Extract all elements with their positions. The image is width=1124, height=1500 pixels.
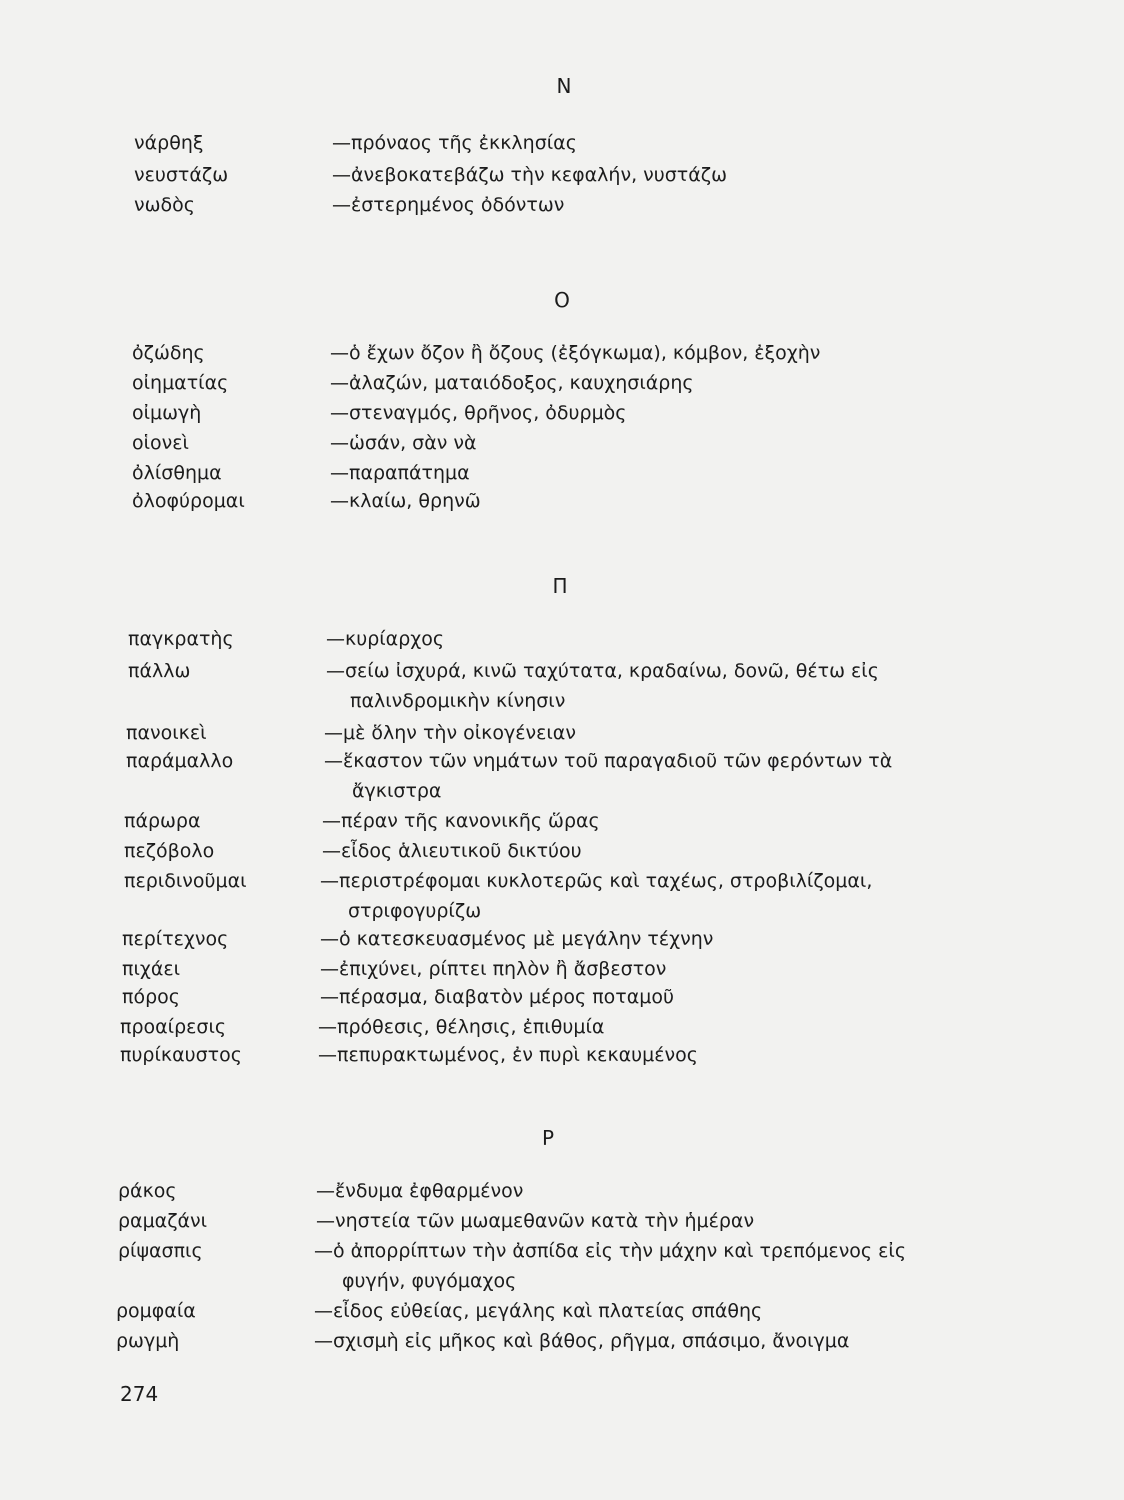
entry-term: νάρθηξ <box>134 132 204 154</box>
page-number: 274 <box>120 1382 159 1406</box>
entry-definition: —ὡσάν, σὰν νὰ <box>330 432 477 454</box>
entry-definition: —πρόναος τῆς ἐκκλησίας <box>332 132 577 154</box>
entry-definition: —σχισμὴ εἰς μῆκος καὶ βάθος, ρῆγμα, σπάσιμο, ἄνοιγμα <box>314 1330 850 1352</box>
entry-definition: —ὁ ἀπορρίπτων τὴν ἀσπίδα εἰς τὴν μάχην καὶ τρεπόμενος εἰς <box>314 1240 906 1262</box>
entry-definition: —πεπυρακτωμένος, ἐν πυρὶ κεκαυμένος <box>318 1044 698 1066</box>
entry-term: οἱονεὶ <box>132 432 189 454</box>
entry-term: νευστάζω <box>134 164 229 186</box>
entry-term: πάρωρα <box>124 810 201 832</box>
entry-definition: —πέραν τῆς κανονικῆς ὥρας <box>322 810 600 832</box>
entry-definition: —εἶδος εὐθείας, μεγάλης καὶ πλατείας σπάθης <box>314 1300 763 1322</box>
entry-definition: —ὁ ἔχων ὄζον ἢ ὄζους (ἐξόγκωμα), κόμβον, ἐξοχὴν <box>330 342 821 364</box>
entry-term: ράκος <box>118 1180 177 1202</box>
section-letter-pi: Π <box>552 574 568 598</box>
entry-term: περίτεχνος <box>122 928 229 950</box>
entry-term: προαίρεσις <box>120 1016 227 1038</box>
entry-definition: —νηστεία τῶν μωαμεθανῶν κατὰ τὴν ἡμέραν <box>316 1210 755 1232</box>
entry-definition: —ἐπιχύνει, ρίπτει πηλὸν ἢ ἄσβεστον <box>320 958 667 980</box>
entry-term: ρομφαία <box>116 1300 196 1322</box>
entry-definition: —περιστρέφομαι κυκλοτερῶς καὶ ταχέως, στροβιλίζομαι, <box>320 870 873 892</box>
entry-definition: —πρόθεσις, θέλησις, ἐπιθυμία <box>318 1016 605 1038</box>
entry-term: παγκρατὴς <box>128 628 234 650</box>
entry-definition: —παραπάτημα <box>330 462 470 484</box>
entry-term: νωδὸς <box>134 194 195 216</box>
entry-term: πυρίκαυστος <box>120 1044 242 1066</box>
entry-term: ὀλοφύρομαι <box>132 490 245 512</box>
entry-term: περιδινοῦμαι <box>124 870 247 892</box>
entry-term: πανοικεὶ <box>126 722 207 744</box>
entry-term: πιχάει <box>122 958 181 980</box>
entry-definition: —κλαίω, θρηνῶ <box>330 490 481 512</box>
entry-definition-continuation: στριφογυρίζω <box>348 900 482 922</box>
entry-definition-continuation: ἄγκιστρα <box>352 780 442 802</box>
entry-term: πόρος <box>122 986 180 1008</box>
entry-term: ραμαζάνι <box>118 1210 208 1232</box>
entry-definition: —ὁ κατεσκευασμένος μὲ μεγάλην τέχνην <box>320 928 714 950</box>
entry-definition: —πέρασμα, διαβατὸν μέρος ποταμοῦ <box>320 986 674 1008</box>
entry-definition: —εἶδος ἁλιευτικοῦ δικτύου <box>322 840 582 862</box>
entry-term: πεζόβολο <box>124 840 215 862</box>
entry-definition-continuation: παλινδρομικὴν κίνησιν <box>350 690 566 712</box>
entry-definition: —ἔνδυμα ἐφθαρμένον <box>316 1180 524 1202</box>
entry-definition: —σείω ἰσχυρά, κινῶ ταχύτατα, κραδαίνω, δονῶ, θέτω εἰς <box>326 660 879 682</box>
section-letter-nu: Ν <box>556 74 572 98</box>
entry-definition: —ἐστερημένος ὀδόντων <box>332 194 565 216</box>
entry-term: ρίψασπις <box>118 1240 203 1262</box>
entry-definition: —ἕκαστον τῶν νημάτων τοῦ παραγαδιοῦ τῶν φερόντων τὰ <box>324 750 893 772</box>
entry-definition: —στεναγμός, θρῆνος, ὀδυρμὸς <box>330 402 627 424</box>
entry-definition: —ἀνεβοκατεβάζω τὴν κεφαλήν, νυστάζω <box>332 164 728 186</box>
section-letter-omicron: Ο <box>554 288 570 312</box>
entry-term: οἰηματίας <box>132 372 229 394</box>
entry-definition: —ἀλαζών, ματαιόδοξος, καυχησιάρης <box>330 372 694 394</box>
entry-term: πάλλω <box>128 660 191 682</box>
entry-definition: —μὲ ὅλην τὴν οἰκογένειαν <box>324 722 576 744</box>
entry-term: ρωγμὴ <box>116 1330 180 1352</box>
entry-definition: —κυρίαρχος <box>326 628 445 650</box>
entry-definition-continuation: φυγήν, φυγόμαχος <box>342 1270 517 1292</box>
section-letter-rho: Ρ <box>541 1126 555 1150</box>
entry-term: οἰμωγὴ <box>132 402 202 424</box>
entry-term: ὀζώδης <box>132 342 205 364</box>
entry-term: ὀλίσθημα <box>132 462 222 484</box>
entry-term: παράμαλλο <box>126 750 234 772</box>
